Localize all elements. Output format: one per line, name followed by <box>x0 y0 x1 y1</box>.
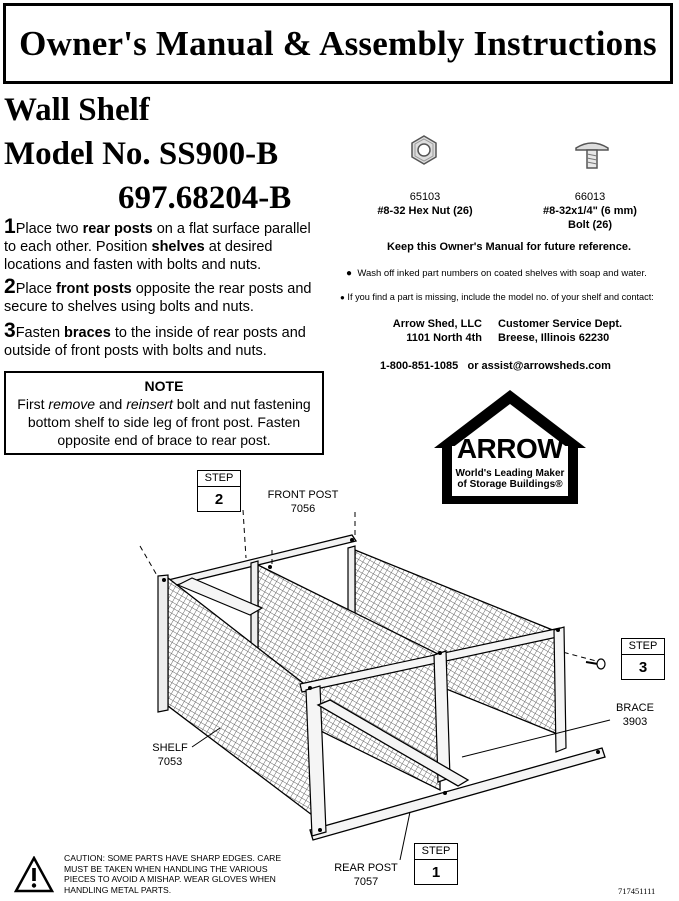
caution-text: CAUTION: SOME PARTS HAVE SHARP EDGES. CARE MUST BE TAKEN WHEN HANDLING THE VARIOUS PIECES TO AVOID A MISHAP. WEAR GLOVES WHEN HANDLING METAL PARTS. <box>64 853 282 895</box>
contact-line: 1-800-851-1085 or assist@arrowsheds.com <box>380 360 611 372</box>
step-3-bolt <box>586 659 605 669</box>
brace-label: BRACE 3903 <box>616 702 654 728</box>
warning-triangle-icon <box>14 856 54 894</box>
assembly-diagram <box>0 460 679 860</box>
part-bolt: 66013 #8-32x1/4" (6 mm) Bolt (26) <box>543 191 637 231</box>
step-2-text-b: opposite the rear posts and secure to shelves using bolts and nuts. <box>4 281 312 315</box>
shelf-label: SHELF 7053 <box>152 742 188 768</box>
part-hex-nut: 65103 #8-32 Hex Nut (26) <box>377 191 473 217</box>
rear-post-bottom <box>310 748 605 840</box>
step-1-bold-b: shelves <box>151 239 205 255</box>
step-2-instruction <box>4 275 326 316</box>
alt-model-number: 697.68204-B <box>118 180 292 216</box>
note-body: First remove and reinsert bolt and nut fastening bottom shelf to side leg of front post. Fasten opposite end of brace to rear post. <box>17 396 311 448</box>
step-1-text-b: on a flat surface parallel to each other. Position <box>4 221 311 255</box>
title-box <box>3 3 673 84</box>
step-1-instruction <box>4 215 326 274</box>
step-2-bold-a: front posts <box>56 281 132 297</box>
step-3-text-a: Fasten <box>15 325 65 341</box>
page-title: Owner's Manual & Assembly Instructions <box>19 23 657 63</box>
email-address: assist@arrowsheds.com <box>481 360 611 372</box>
step-3-instruction <box>4 319 326 360</box>
step-2-box: STEP 2 <box>197 470 241 512</box>
step-1-box: STEP 1 <box>414 843 458 885</box>
customer-service: Customer Service Dept. Breese, Illinois 62230 <box>498 318 623 344</box>
step-3-box: STEP 3 <box>621 638 665 680</box>
hex-nut-icon <box>408 134 440 166</box>
document-number: 717451111 <box>618 886 656 896</box>
step-2-number: 2 <box>4 275 16 298</box>
note-heading: NOTE <box>144 378 184 394</box>
rear-post-label: REAR POST 7057 <box>334 862 398 888</box>
model-number: Model No. SS900-B <box>4 136 279 172</box>
step-2-text-a: Place <box>15 281 56 297</box>
front-post-label: FRONT POST 7056 <box>267 489 339 515</box>
logo-tagline: World's Leading Maker of Storage Buildings® <box>455 468 565 490</box>
bolt-icon <box>573 138 611 170</box>
step-1-bold-a: rear posts <box>82 221 153 237</box>
bullet-missing: ● If you find a part is missing, include the model no. of your shelf and contact: <box>340 292 654 302</box>
note-box <box>4 371 324 455</box>
step-1-text-c: at desired locations and fasten with bolts and nuts. <box>4 239 273 273</box>
step-3-number: 3 <box>4 319 16 342</box>
step-1-number: 1 <box>4 215 16 238</box>
logo-brand: ARROW <box>456 433 564 464</box>
step-3-bold-a: braces <box>64 325 111 341</box>
step-3-text-b: to the inside of rear posts and outside of front posts with bolts and nuts. <box>4 325 306 359</box>
keep-manual-notice: Keep this Owner's Manual for future reference. <box>386 241 632 253</box>
bullet-wash: ● Wash off inked part numbers on coated shelves with soap and water. <box>346 268 647 279</box>
company-address: Arrow Shed, LLC 1101 North 4th <box>392 318 482 344</box>
phone-number: 1-800-851-1085 <box>380 360 459 372</box>
product-name: Wall Shelf <box>4 92 150 128</box>
step-1-text-a: Place two <box>15 221 83 237</box>
